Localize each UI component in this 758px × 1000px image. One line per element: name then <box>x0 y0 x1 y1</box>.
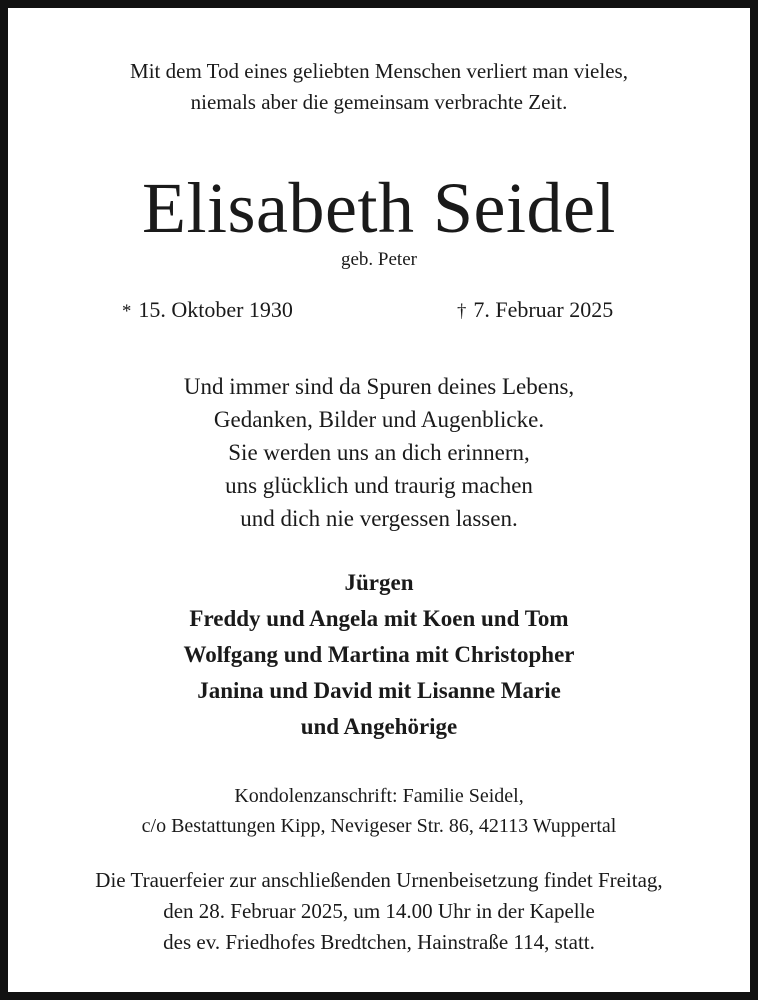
address-line: Kondolenzanschrift: Familie Seidel, <box>234 785 524 807</box>
condolence-address <box>8 781 750 841</box>
memorial-poem <box>8 370 750 535</box>
mourners-list <box>8 565 750 745</box>
death-date-group <box>457 296 613 326</box>
funeral-service-info <box>8 865 750 958</box>
birth-date: 15. Oktober 1930 <box>138 297 293 322</box>
birth-star-icon: * <box>122 301 132 322</box>
life-dates <box>8 296 750 324</box>
poem-line: Gedanken, Bilder und Augenblicke. <box>213 407 545 432</box>
mourner-line: Wolfgang und Martina mit Christopher <box>183 642 575 667</box>
poem-line: und dich nie vergessen lassen. <box>240 506 518 531</box>
deceased-name: Elisabeth Seidel <box>142 168 616 248</box>
motto-line: Mit dem Tod eines geliebten Menschen verliert man vieles, <box>130 59 628 83</box>
motto-quote <box>8 56 750 118</box>
motto-line: niemals aber die gemeinsam verbrachte Zeit. <box>190 90 568 114</box>
service-line: den 28. Februar 2025, um 14.00 Uhr in der Kapelle <box>163 899 595 923</box>
service-line: des ev. Friedhofes Bredtchen, Hainstraße 114, statt. <box>163 930 595 954</box>
address-line: c/o Bestattungen Kipp, Nevigeser Str. 86, 42113 Wuppertal <box>141 815 617 837</box>
mourner-line: Janina und David mit Lisanne Marie <box>197 678 561 703</box>
poem-line: Sie werden uns an dich erinnern, <box>228 440 530 465</box>
death-date: 7. Februar 2025 <box>473 297 614 322</box>
mourner-line: und Angehörige <box>300 714 458 739</box>
maiden-name: geb. Peter <box>341 249 417 270</box>
service-line: Die Trauerfeier zur anschließenden Urnenbeisetzung findet Freitag, <box>95 868 663 892</box>
birth-date-group <box>122 296 293 326</box>
poem-line: uns glücklich und traurig machen <box>225 473 533 498</box>
mourner-line: Freddy und Angela mit Koen und Tom <box>189 606 569 631</box>
cross-icon: † <box>457 301 467 322</box>
poem-line: Und immer sind da Spuren deines Lebens, <box>183 374 575 399</box>
mourner-line: Jürgen <box>344 570 414 595</box>
